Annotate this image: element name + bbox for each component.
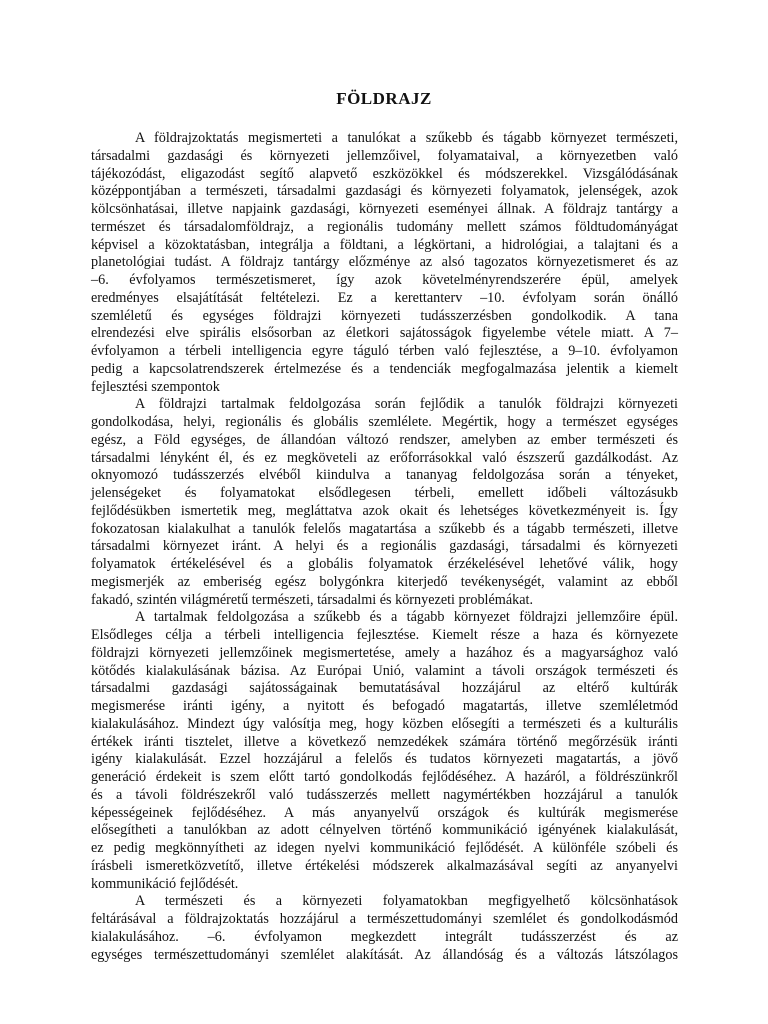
text-line: társadalmi gazdasági sajátosságainak bemutatásával hozzájárul az eltérő kultúrák: [91, 680, 678, 697]
text-line: fokozatosan kialakulhat a tanulók felelős magatartása a szűkebb és a tágabb természeti, illetve: [91, 520, 678, 537]
text-line: fejlődésükben ismertetik meg, megláttatva azok okait és lehetséges következményeit is. Így: [91, 502, 678, 519]
text-line: társadalmi környezet iránt. A helyi és a regionális gazdasági, társadalmi és környezeti: [91, 538, 678, 555]
text-line: elősegítheti a tanulókban az adott célnyelven történő kommunikáció igényének kialakulását,: [91, 822, 678, 839]
body-text: [91, 130, 678, 964]
text-line: évfolyamon a térbeli intelligencia egyre táguló térben való fejlesztése, a 9–10. évfolyamon: [91, 343, 678, 359]
text-line: természet és társadalomföldrajz, a regionális tudomány mellett számos földtudományágat: [91, 218, 678, 235]
text-line: kialakulásához. –6. évfolyamon megkezdett integrált tudásszerzést és az: [91, 928, 678, 945]
text-line: folyamatok értékelésével és a globális folyamatok érzékelésével lehetővé válik, hogy: [91, 556, 678, 572]
text-line: A természeti és a környezeti folyamatokban megfigyelhető kölcsönhatások: [135, 893, 678, 910]
text-line: A földrajzoktatás megismerteti a tanulókat a szűkebb és tágabb környezet természeti,: [135, 130, 678, 146]
text-line: tájékozódást, eligazodást segítő alapvető eszközökkel és módszerekkel. Vizsgálódásának: [91, 165, 678, 182]
text-line: kölcsönhatásai, illetve napjaink gazdasági, környezeti eseményei állnak. A földrajz tantárgy a: [91, 201, 678, 217]
text-line: A földrajzi tartalmak feldolgozása során fejlődik a tanulók földrajzi környezeti: [135, 396, 678, 413]
text-line: középpontjában a természeti, társadalmi gazdasági és környezeti folyamatok, jelenségek, azok: [91, 183, 678, 200]
text-line: képvisel a közoktatásban, integrálja a földtani, a légkörtani, a hidrológiai, a talajtani és a: [91, 236, 678, 253]
text-line: egységes természettudományi szemlélet alakítását. Az állandóság és a változás látszólagos: [91, 946, 678, 963]
text-line: oknyomozó tudásszerzés elvéből kiindulva a tananyag feldolgozása során a tényeket,: [91, 467, 678, 484]
text-line: megismerjék az emberiség egész bolygónkra kiterjedő tevékenységét, valamint az ebből: [91, 573, 678, 590]
text-line: planetológiai tudást. A földrajz tantárgy előzménye az alsó tagozatos környezetismeret és az: [91, 254, 678, 271]
text-line: képességeinek fejlődéséhez. A más anyanyelvű országok és kultúrák megismerése: [91, 804, 678, 821]
text-line: értékek iránti tisztelet, illetve a következő nemzedékek számára történő megőrzésük iránti: [91, 733, 678, 750]
text-line: egész, a Föld egységes, de állandóan változó rendszer, amelyben az ember természeti és: [91, 431, 678, 448]
text-line: jelenségeket és folyamatokat elsődlegesen térbeli, emellett időbeli változásukb: [91, 485, 678, 501]
text-line: A tartalmak feldolgozása a szűkebb és a tágabb környezet földrajzi jellemzőire épül.: [135, 609, 678, 626]
text-line: elrendezési elve spirális elsősorban az életkori sajátosságok figyelembe vétele miatt. A 7–: [91, 325, 678, 342]
text-line: fejlesztési szempontok: [91, 378, 220, 395]
text-line: társadalmi lényként él, és ez megköveteli az erőforrásokkal való észszerű gazdálkodást. Az: [91, 449, 678, 466]
text-line: földrajzi környezeti jellemzőinek megismertetése, amely a hazához és a magyarsághoz való: [91, 644, 678, 661]
text-line: kialakulásához. Mindezt úgy valósítja meg, hogy közben elősegíti a természeti és a kulturális: [91, 715, 678, 732]
text-line: kötődés kialakulásának bázisa. Az Európai Unió, valamint a távoli országok természeti és: [91, 662, 678, 679]
text-line: megismerése iránti igény, a nyitott és befogadó magatartás, illetve szemléletmód: [91, 698, 678, 714]
text-line: szemléletű és egységes földrajzi környezeti tudásszerzésben gondolkodik. A tana: [91, 307, 678, 324]
text-line: ez pedig megkönnyítheti az idegen nyelvi kommunikáció fejlődését. A különféle szóbeli és: [91, 840, 678, 856]
text-line: feltárásával a földrajzoktatás hozzájárul a természettudományi szemlélet és gondolkodásmód: [91, 911, 678, 927]
page-title: FÖLDRAJZ: [336, 89, 432, 108]
text-line: Elsődleges célja a térbeli intelligencia fejlesztése. Kiemelt része a haza és környezete: [91, 627, 678, 643]
text-line: írásbeli ismeretközvetítő, illetve értékelési módszerek alkalmazásával segíti az anyanyelvi: [91, 857, 678, 874]
text-line: pedig a kapcsolatrendszerek értelmezése és a tendenciák megfogalmazása jelentik a kiemelt: [91, 360, 678, 377]
text-line: igény kialakulását. Ezzel hozzájárul a felelős és tudatos környezeti magatartás, a jövő: [91, 751, 678, 768]
text-line: –6. évfolyamos természetismeret, így azok követelményrendszerére épül, amelyek: [91, 272, 678, 288]
text-line: és a távoli földrészekről való tudásszerzés mellett nagymértékben hozzájárul a tanulók: [91, 786, 678, 803]
text-line: gondolkodása, helyi, regionális és globális szemlélete. Megértik, hogy a természet egységes: [91, 414, 678, 430]
text-line: fakadó, szintén világméretű természeti, társadalmi és környezeti problémákat.: [91, 591, 534, 608]
text-line: kommunikáció fejlődését.: [91, 875, 239, 892]
text-line: társadalmi gazdasági és környezeti jellemzőivel, folyamataival, a környezetben való: [91, 147, 678, 164]
text-line: generáció érdekeit is szem előtt tartó gondolkodás fejlődéséhez. A hazáról, a földrészünkről: [91, 769, 678, 785]
text-line: eredményes elsajátítását feltételezi. Ez a kerettanterv –10. évfolyam során önálló: [91, 289, 678, 306]
